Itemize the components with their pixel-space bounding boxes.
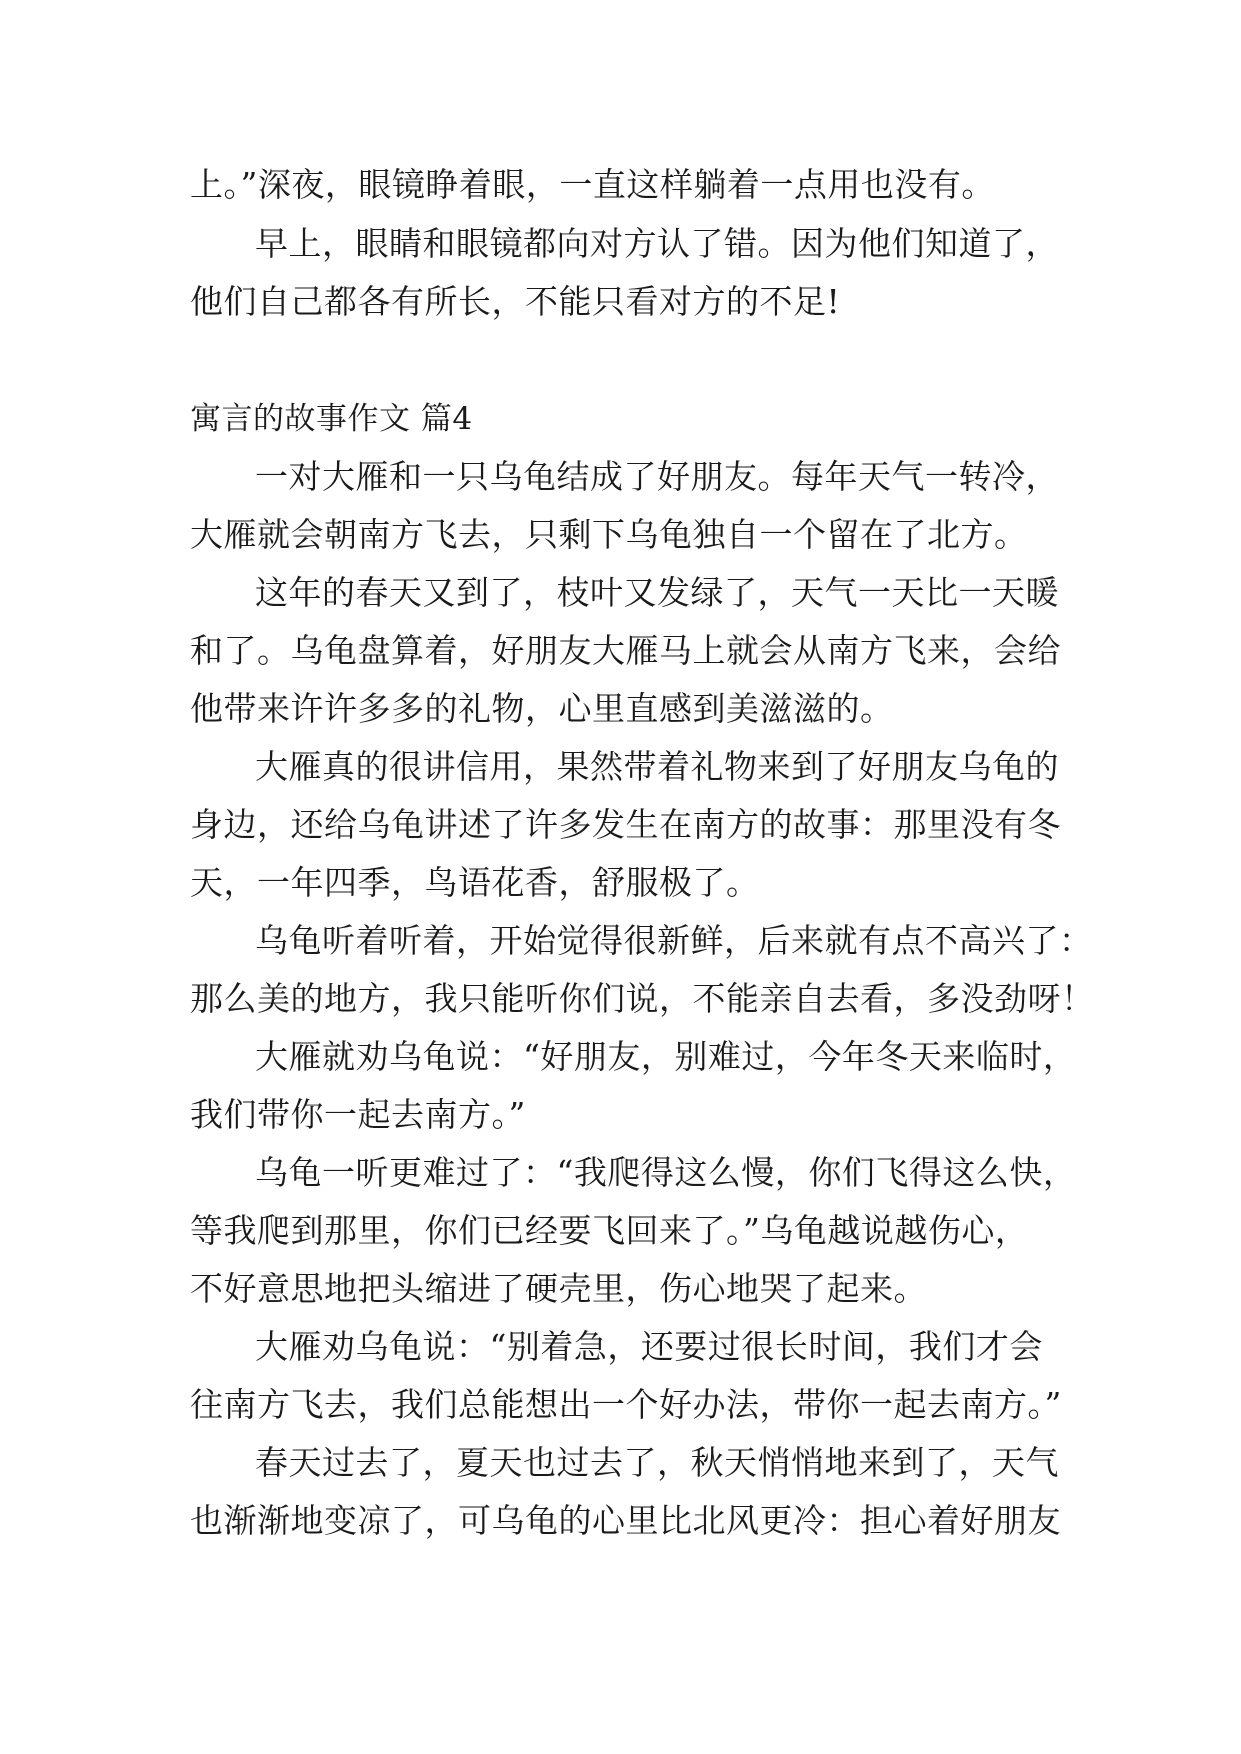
text-line: 他带来许许多多的礼物，心里直感到美滋滋的。 [190,689,894,728]
text-line: 往南方飞去，我们总能想出一个好办法，带你一起去南方。” [190,1385,1062,1424]
text-line: 那么美的地方，我只能听你们说，不能亲自去看，多没劲呀！ [190,979,1095,1018]
text-line: 也渐渐地变凉了，可乌龟的心里比北风更冷：担心着好朋友 [190,1501,1061,1540]
paragraph-line: 乌龟听着听着，开始觉得很新鲜，后来就有点不高兴了： [255,921,1093,960]
paragraph-line: 早上，眼睛和眼镜都向对方认了错。因为他们知道了， [255,224,1059,263]
paragraph-line: 春天过去了，夏天也过去了，秋天悄悄地来到了，天气 [255,1443,1059,1482]
paragraph-line: 大雁劝乌龟说：“别着急，还要过很长时间，我们才会 [255,1327,1043,1366]
paragraph-line: 大雁真的很讲信用，果然带着礼物来到了好朋友乌龟的 [255,747,1059,786]
paragraph-line: 一对大雁和一只乌龟结成了好朋友。每年天气一转冷， [255,457,1059,496]
text-line: 上。”深夜，眼镜睁着眼，一直这样躺着一点用也没有。 [190,165,995,204]
text-line: 身边，还给乌龟讲述了许多发生在南方的故事：那里没有冬 [190,805,1061,844]
paragraph-line: 乌龟一听更难过了：“我爬得这么慢，你们飞得这么快， [255,1153,1077,1192]
paragraph-line: 这年的春天又到了，枝叶又发绿了，天气一天比一天暖 [255,573,1059,612]
paragraph-line: 大雁就劝乌龟说：“好朋友，别难过，今年冬天来临时， [255,1037,1077,1076]
text-line: 他们自己都各有所长，不能只看对方的不足! [190,282,841,321]
text-line: 不好意思地把头缩进了硬壳里，伤心地哭了起来。 [190,1269,927,1308]
text-line: 天，一年四季，鸟语花香，舒服极了。 [190,863,760,902]
text-line: 我们带你一起去南方。” [190,1095,526,1134]
text-line: 和了。乌龟盘算着，好朋友大雁马上就会从南方飞来，会给 [190,631,1061,670]
text-line: 等我爬到那里，你们已经要飞回来了。”乌龟越说越伤心， [190,1211,1029,1250]
section-heading: 寓言的故事作文 篇4 [190,401,473,437]
text-line: 大雁就会朝南方飞去，只剩下乌龟独自一个留在了北方。 [190,515,1028,554]
